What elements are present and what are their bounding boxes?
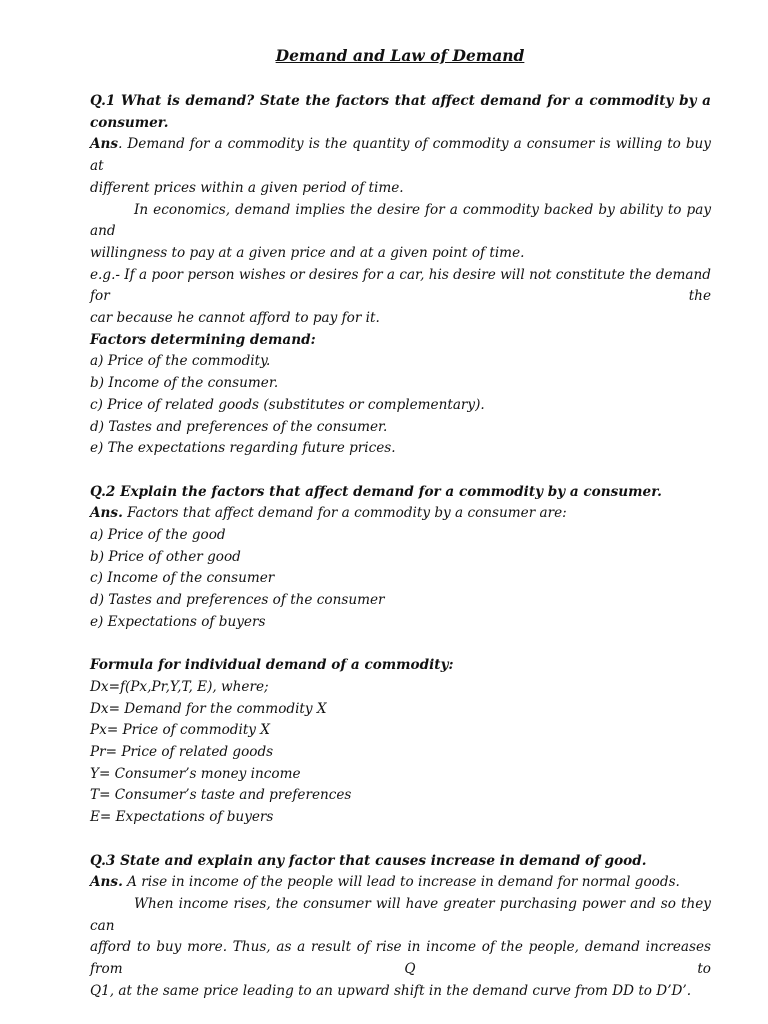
q3-paragraph-line-1: When income rises, the consumer will have greater purchasing power and so they can [90, 895, 711, 934]
list-item: d) Tastes and preferences of the consumer. [90, 418, 388, 435]
list-item: b) Price of other good [90, 548, 241, 565]
q1-paragraph-line-2: willingness to pay at a given price and at a given point of time. [90, 244, 525, 261]
q3-answer [90, 872, 711, 894]
answer-text: A rise in income of the people will lead to increase in demand for normal goods. [122, 874, 680, 891]
q3-question: Q.3 State and explain any factor that causes increase in demand of good. [90, 852, 647, 869]
q1-answer-line-2: different prices within a given period of time. [90, 179, 404, 196]
formula-line: E= Expectations of buyers [90, 809, 274, 826]
list-item: e) Expectations of buyers [90, 613, 266, 630]
q1-answer-line-1 [90, 134, 711, 177]
list-item: a) Price of the commodity. [90, 353, 271, 370]
formula-heading: Formula for individual demand of a commodity: [90, 657, 454, 674]
answer-text: . Demand for a commodity is the quantity of commodity a consumer is willing to buy at [90, 136, 711, 175]
answer-label: Ans. [90, 874, 123, 891]
q1-factors-heading: Factors determining demand: [90, 331, 316, 348]
list-item: c) Price of related goods (substitutes or complementary). [90, 396, 485, 413]
list-item: a) Price of the good [90, 527, 226, 544]
q3-paragraph-line-2: afford to buy more. Thus, as a result of rise in income of the people, demand increases from Q to [90, 939, 711, 978]
list-item: c) Income of the consumer [90, 570, 275, 587]
q3-paragraph-line-3: Q1, at the same price leading to an upward shift in the demand curve from DD to D’D’. [90, 982, 692, 999]
formula-line: Y= Consumer’s money income [90, 765, 301, 782]
list-item: e) The expectations regarding future prices. [90, 440, 396, 457]
q2-answer [90, 503, 711, 525]
document-body [90, 91, 711, 1002]
q1-paragraph-line-1: In economics, demand implies the desire for a commodity backed by ability to pay and [90, 201, 711, 240]
formula-line: Dx=f(Px,Pr,Y,T, E), where; [90, 678, 269, 695]
spacer [90, 460, 711, 482]
answer-label: Ans [90, 136, 119, 153]
q1-example-line-1: e.g.- If a poor person wishes or desires for a car, his desire will not constitute the demand for the [90, 266, 711, 305]
q1-question-line-1: Q.1 What is demand? State the factors that affect demand for a commodity by a [90, 93, 711, 109]
q1-question-line-2: consumer. [90, 114, 169, 131]
q2-question: Q.2 Explain the factors that affect demand for a commodity by a consumer. [90, 483, 662, 500]
list-item: d) Tastes and preferences of the consumer [90, 592, 385, 609]
formula-line: Px= Price of commodity X [90, 722, 270, 739]
formula-line: Dx= Demand for the commodity X [90, 700, 327, 717]
page-title: Demand and Law of Demand [275, 46, 525, 65]
spacer [90, 829, 711, 851]
q1-example-line-2: car because he cannot afford to pay for it. [90, 310, 380, 327]
answer-label: Ans. [90, 505, 123, 522]
answer-text: Factors that affect demand for a commodity by a consumer are: [122, 505, 567, 522]
list-item: b) Income of the consumer. [90, 375, 279, 392]
spacer [90, 634, 711, 656]
formula-line: T= Consumer’s taste and preferences [90, 787, 352, 804]
formula-line: Pr= Price of related goods [90, 744, 274, 761]
